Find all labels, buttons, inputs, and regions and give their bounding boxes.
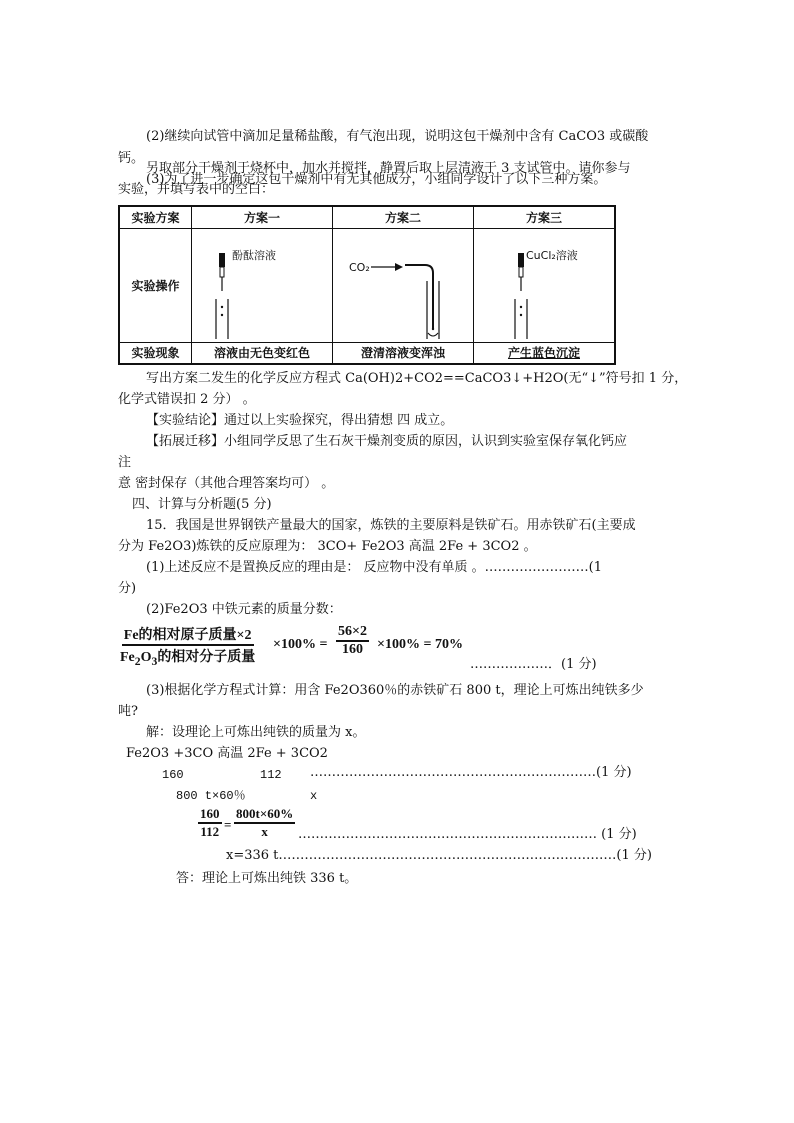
table-cell-plan2-operation [333,228,474,342]
q1-line1: (1)上述反应不是置换反应的理由是： 反应物中没有单质 。……………………(1 [146,560,603,575]
masses-score: …………………………………………………………(1 分) [310,765,632,780]
equation-line1: 写出方案二发生的化学反应方程式 Ca(OH)2+CO2==CaCO3↓+H2O(无“↓”符号扣 1 分， [146,371,688,386]
ratio-left [198,806,222,840]
solve-line: 解：设理论上可炼出纯铁的质量为 x。 [146,725,366,740]
formula-denominator: $Fe_2O_3$的相对分子质量 [120,650,256,668]
extension-line3: 意 密封保存（其他合理答案均可） 。 [118,476,335,491]
numeric-numerator: 56×2 [336,624,369,642]
q3-line2: 吨? [118,704,138,719]
table-row-operation-label: 实验操作 [119,228,192,342]
answer-line: 答：理论上可炼出纯铁 336 t。 [176,871,358,886]
ratio-right [234,806,295,840]
ratio-right-denominator: x [261,824,268,839]
mass-fraction-formula [118,624,257,668]
ratio-equals: = [224,817,232,832]
mass-fraction-numeric [336,624,369,658]
q2-line: (2)Fe2O3 中铁元素的质量分数： [146,602,342,617]
p3-line: (3)为了进一步确定这包干燥剂中有无其他成分，小组同学设计了以下三种方案。 [146,172,607,187]
reagent-co2-label: CO₂ [349,260,370,274]
extension-line2: 注 [118,455,132,470]
section4-title: 四、计算与分析题(5 分) [132,497,272,512]
q3-line1: (3)根据化学方程式计算：用含 Fe2O360％的赤铁矿石 800 t，理论上可炼出纯铁多少 [146,683,644,698]
table-row-phenomenon-label: 实验现象 [119,342,192,364]
reaction-equation: Fe2O3 +3CO 高温 2Fe + 3CO2 [126,746,328,761]
conclusion-line: 【实验结论】通过以上实验探究，得出猜想 四 成立。 [146,413,454,428]
table-header-plan2: 方案二 [333,206,474,228]
numeric-result: ×100% = 70% [377,637,463,652]
table-cell-plan3-phenomenon: 产生蓝色沉淀 [474,342,616,364]
formula-multiplier: ×100% = [273,637,328,652]
ratio-score: …………………………………………………………… (1 分) [298,827,637,842]
q15-line2: 分为 Fe2O3)炼铁的反应原理为： 3CO+ Fe2O3 高温 2Fe + 3CO2 。 [118,539,537,554]
co2-tube-illustration [333,229,473,339]
dropper-tube-illustration-3 [474,229,614,339]
equation-line2: 化学式错误扣 2 分） 。 [118,392,256,407]
table-cell-plan1-phenomenon: 溶液由无色变红色 [192,342,333,364]
ratio-left-denominator: 112 [200,824,220,839]
given-mass: 800 t×60％ [176,789,246,803]
q2-score: ………………．(1 分) [470,657,597,672]
table-cell-plan2-phenomenon: 澄清溶液变浑浊 [333,342,474,364]
ratio-left-numerator: 160 [198,806,222,824]
reagent-phenolphthalein-label: 酚酞溶液 [232,248,276,262]
unknown-x: x [310,789,318,803]
experiment-table [118,205,616,365]
molar-mass-fe: 112 [260,768,282,782]
q1-line2: 分) [118,581,137,596]
reagent-cucl2-label: CuCl₂溶液 [526,248,578,262]
p4-line1: 另取部分干燥剂于烧杯中，加水并搅拌，静置后取上层清液于 3 支试管中。请你参与 [146,161,631,176]
extension-line1: 【拓展迁移】小组同学反思了生石灰干燥剂变质的原因，认识到实验室保存氧化钙应 [146,434,628,449]
ratio-right-numerator: 800t×60% [234,806,295,824]
table-header-scheme: 实验方案 [119,206,192,228]
table-header-plan3: 方案三 [474,206,616,228]
table-header-plan1: 方案一 [192,206,333,228]
table-cell-plan1-operation [192,228,333,342]
table-cell-plan3-operation [474,228,616,342]
dropper-tube-illustration-1 [192,229,332,339]
p2-line1: (2)继续向试管中滴加足量稀盐酸，有气泡出现，说明这包干燥剂中含有 CaCO3 或碳酸 [146,129,649,144]
molar-mass-fe2o3: 160 [162,768,184,782]
p4-line2: 实验，并填写表中的空白： [118,182,275,197]
q15-line1: 15．我国是世界钢铁产量最大的国家，炼铁的主要原料是铁矿石。用赤铁矿石(主要成 [146,518,636,533]
result-line: x=336 t……………………………………………………………………(1 分) [226,848,652,863]
numeric-denominator: 160 [341,642,363,657]
formula-numerator: Fe的相对原子质量×2 [122,624,254,646]
p2-line2: 钙。 [118,151,145,166]
